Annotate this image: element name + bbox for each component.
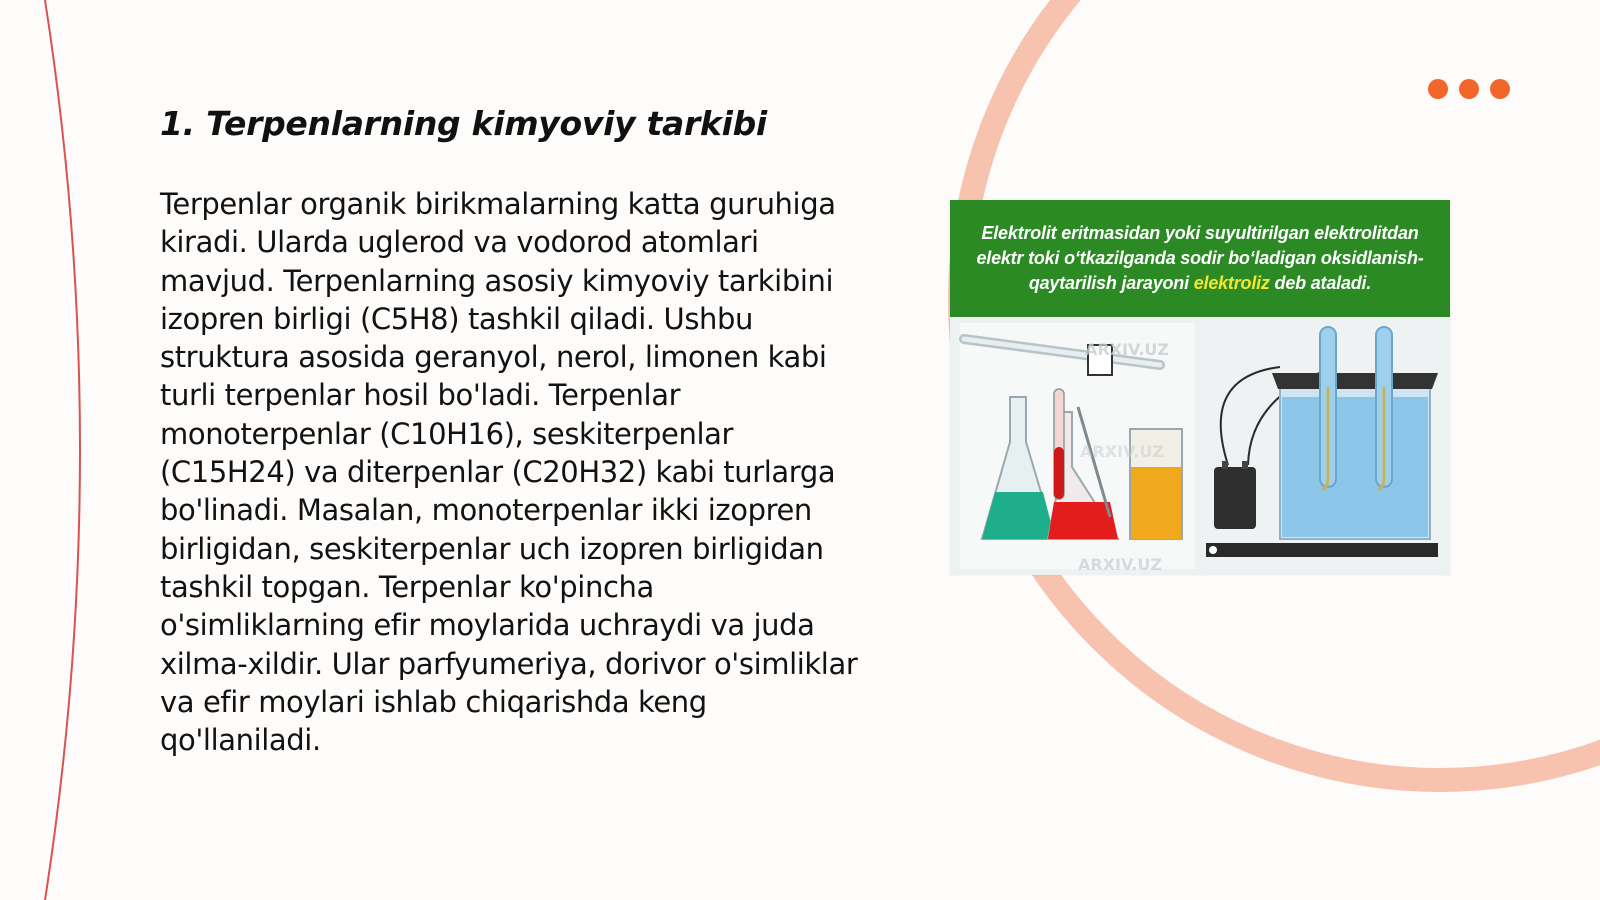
electrolysis-figure bbox=[950, 200, 1450, 575]
left-edge-curve bbox=[45, 0, 80, 900]
slide-body-text: Terpenlar organik birikmalarning katta guruhiga kiradi. Ularda uglerod va vodorod atomlari mavjud. Terpenlarning asosiy kimyoviy tarkibini izopren birligi (C5H8) tashkil qiladi. Ushbu struktura asosida geranyol, nerol, limonen kabi turli terpenlar hosil bo'ladi. Terpenlar monoterpenlar (C10H16), seskiterpenlar (C15H24) va diterpenlar (C20H32) kabi turlarga bo'linadi. Masalan, monoterpenlar ikki izopren birligidan, seskiterpenlar uch izopren birligidan tashkil topgan. Terpenlar ko'pincha o'simliklarning efir moylarida uchraydi va juda xilma-xildir. Ular parfyumeriya, dorivor o'simliklar va efir moylari ishlab chiqarishda keng qo'llaniladi. bbox=[160, 187, 858, 758]
watermark-middle: ARXIV.UZ bbox=[1080, 442, 1164, 461]
caption-highlight: elektroliz bbox=[1193, 273, 1270, 293]
caption-text: Elektrolit eritmasidan yoki suyultirilgan elektrolitdan elektr toki o‘tkazilganda sodir bo‘ladigan oksidlanish-qaytarilish jarayoni bbox=[976, 223, 1424, 293]
watermark-bottom: ARXIV.UZ bbox=[1078, 555, 1162, 574]
watermark-top: ARXIV.UZ bbox=[1085, 340, 1169, 359]
dot bbox=[1490, 79, 1510, 99]
figure-illustration bbox=[950, 317, 1450, 575]
dot bbox=[1428, 79, 1448, 99]
dot bbox=[1459, 79, 1479, 99]
more-dots-icon bbox=[1428, 79, 1510, 99]
caption-text-end: deb ataladi. bbox=[1269, 273, 1372, 293]
electrolysis-apparatus-image bbox=[1202, 323, 1442, 569]
figure-caption-box bbox=[950, 200, 1450, 317]
figure-caption bbox=[950, 221, 1450, 296]
slide-title: 1. Terpenlarning kimyoviy tarkibi bbox=[160, 104, 767, 143]
